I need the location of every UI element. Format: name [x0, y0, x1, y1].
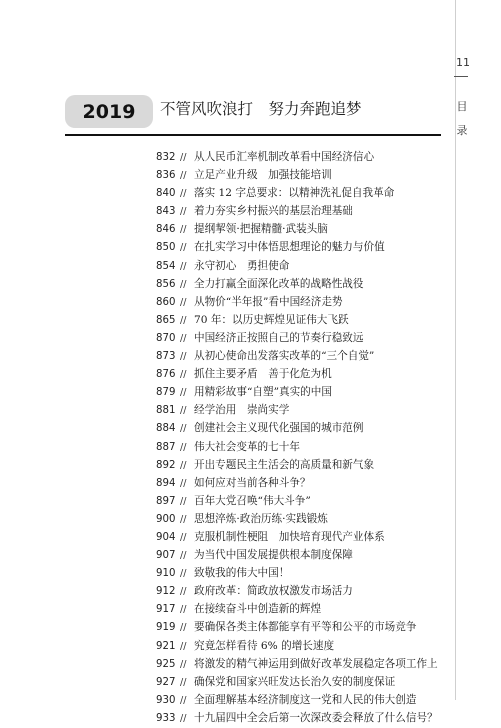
toc-entry-separator: // — [180, 170, 187, 182]
toc-entry-page-number: 840 — [156, 188, 176, 200]
toc-entry[interactable] — [156, 528, 456, 546]
section-label-char: 目 — [456, 100, 468, 113]
toc-entry[interactable] — [156, 564, 456, 582]
toc-entry-page-number: 921 — [156, 640, 176, 652]
toc-entry-separator: // — [180, 369, 187, 381]
toc-entry-title: 思想淬炼·政治历练·实践锻炼 — [194, 512, 328, 525]
toc-entry-separator: // — [180, 296, 187, 308]
toc-entry[interactable] — [156, 293, 456, 311]
toc-entry[interactable] — [156, 365, 456, 383]
toc-entry-title: 致敬我的伟大中国！ — [194, 567, 290, 580]
toc-entry-page-number: 854 — [156, 260, 176, 272]
toc-entry-title: 伟大社会变革的七十年 — [194, 440, 300, 453]
toc-entry-separator: // — [180, 568, 187, 580]
toc-entry-separator: // — [180, 152, 187, 163]
toc-entry-separator: // — [180, 604, 187, 616]
toc-entry-title: 在扎实学习中体悟思想理论的魅力与价值 — [194, 241, 385, 254]
toc-entry-title: 着力夯实乡村振兴的基层治理基础 — [194, 205, 353, 218]
toc-entry-title: 从人民币汇率机制改革看中国经济信心 — [194, 151, 375, 163]
toc-entry[interactable] — [156, 257, 456, 275]
toc-entry[interactable] — [156, 383, 456, 401]
toc-entry-page-number: 856 — [156, 278, 176, 290]
toc-entry-page-number: 850 — [156, 242, 176, 254]
toc-entry-separator: // — [180, 278, 187, 290]
toc-entry-separator: // — [180, 550, 187, 562]
toc-entry-page-number: 879 — [156, 387, 176, 399]
toc-entry[interactable] — [156, 510, 456, 528]
section-theme-title: 不管风吹浪打 努力奔跑追梦 — [160, 100, 362, 118]
toc-entry[interactable] — [156, 474, 456, 492]
toc-entry-title: 立足产业升级 加强技能培训 — [194, 169, 332, 182]
toc-entry-title: 抓住主要矛盾 善于化危为机 — [194, 368, 332, 381]
section-label-char: 录 — [456, 124, 468, 137]
toc-entry-page-number: 846 — [156, 224, 176, 236]
toc-entry-page-number: 881 — [156, 405, 176, 417]
toc-entry-separator: // — [180, 224, 187, 236]
toc-entry[interactable] — [156, 709, 456, 727]
toc-entry-separator: // — [180, 188, 187, 200]
toc-entry-page-number: 910 — [156, 568, 176, 580]
toc-entry-title: 全面理解基本经济制度这一党和人民的伟大创造 — [194, 693, 417, 706]
toc-entry[interactable] — [156, 202, 456, 220]
toc-entry-title: 如何应对当前各种斗争？ — [194, 476, 311, 489]
toc-entry-title: 70 年：以历史辉煌见证伟大飞跃 — [194, 313, 349, 326]
toc-entry-title: 用精彩故事“自塑”真实的中国 — [194, 386, 332, 399]
toc-entry-separator: // — [180, 405, 187, 417]
toc-entry-page-number: 897 — [156, 495, 176, 507]
toc-entry-title: 究竟怎样看待 6% 的增长速度 — [194, 639, 335, 652]
toc-entry[interactable] — [156, 220, 456, 238]
toc-entry[interactable] — [156, 184, 456, 202]
toc-entry-page-number: 930 — [156, 694, 176, 706]
toc-entry[interactable] — [156, 329, 456, 347]
toc-entry-page-number: 933 — [156, 712, 176, 724]
toc-entry-page-number: 927 — [156, 676, 176, 688]
toc-entry[interactable] — [156, 582, 456, 600]
toc-entry[interactable] — [156, 600, 456, 618]
toc-entry-separator: // — [180, 676, 187, 688]
toc-entry[interactable] — [156, 655, 456, 673]
toc-entry[interactable] — [156, 238, 456, 256]
toc-entry-separator: // — [180, 332, 187, 344]
toc-entry-separator: // — [180, 495, 187, 507]
toc-entry[interactable] — [156, 166, 456, 184]
toc-entry-separator: // — [180, 242, 187, 254]
toc-entry-page-number: 884 — [156, 423, 176, 435]
toc-entry-separator: // — [180, 694, 187, 706]
toc-entry-page-number: 907 — [156, 550, 176, 562]
toc-entry-title: 创建社会主义现代化强国的城市范例 — [194, 422, 364, 435]
toc-entry-separator: // — [180, 441, 187, 453]
toc-entry-title: 政府改革：简政放权激发市场活力 — [194, 585, 353, 598]
toc-entry[interactable] — [156, 637, 456, 655]
toc-entry-page-number: 836 — [156, 170, 176, 182]
toc-entry[interactable] — [156, 347, 456, 365]
year-badge: 2019 — [65, 95, 153, 128]
header-rule — [65, 134, 441, 136]
toc-entry-page-number: 887 — [156, 441, 176, 453]
toc-entry-title: 百年大党召唤“伟大斗争” — [194, 494, 311, 507]
toc-entry[interactable] — [156, 419, 456, 437]
toc-entry-separator: // — [180, 351, 187, 363]
toc-entry-separator: // — [180, 712, 187, 724]
toc-entry-page-number: 873 — [156, 351, 176, 363]
toc-entry-page-number: 912 — [156, 586, 176, 598]
toc-entry-page-number: 919 — [156, 622, 176, 634]
toc-entry-title: 永守初心 勇担使命 — [194, 259, 290, 272]
toc-entry[interactable] — [156, 673, 456, 691]
toc-entry-page-number: 865 — [156, 314, 176, 326]
toc-entry-page-number: 876 — [156, 369, 176, 381]
toc-entry[interactable] — [156, 401, 456, 419]
toc-entry-separator: // — [180, 459, 187, 471]
toc-entry-title: 提纲挈领·把握精髓·武装头脑 — [194, 223, 328, 236]
section-label-vertical — [455, 95, 469, 143]
toc-entry[interactable] — [156, 438, 456, 456]
toc-entry-title: 从物价“半年报”看中国经济走势 — [194, 295, 343, 308]
toc-entry-title: 要确保各类主体都能享有平等和公平的市场竞争 — [194, 621, 417, 634]
toc-entry-title: 在接续奋斗中创造新的辉煌 — [194, 603, 322, 616]
toc-entry-separator: // — [180, 513, 187, 525]
toc-entry-title: 确保党和国家兴旺发达长治久安的制度保证 — [194, 675, 396, 688]
toc-entry-page-number: 832 — [156, 152, 176, 163]
toc-entry[interactable] — [156, 492, 456, 510]
toc-entry-page-number: 843 — [156, 206, 176, 218]
toc-entry[interactable] — [156, 148, 456, 166]
toc-entry-page-number: 917 — [156, 604, 176, 616]
toc-entry-title: 将激发的精气神运用到做好改革发展稳定各项工作上 — [194, 657, 438, 670]
toc-entry-title: 落实 12 字总要求：以精神洗礼促自我革命 — [194, 187, 395, 200]
toc-entry-page-number: 892 — [156, 459, 176, 471]
toc-entry-separator: // — [180, 314, 187, 326]
toc-entry-separator: // — [180, 658, 187, 670]
toc-entry-page-number: 900 — [156, 513, 176, 525]
toc-entry-title: 中国经济正按照自己的节奏行稳致远 — [194, 331, 364, 344]
toc-entry-separator: // — [180, 622, 187, 634]
toc-entry-separator: // — [180, 206, 187, 218]
toc-entry[interactable] — [156, 311, 456, 329]
toc-entry-separator: // — [180, 423, 187, 435]
toc-entry-title: 全力打赢全面深化改革的战略性战役 — [194, 277, 364, 290]
toc-entry-separator: // — [180, 586, 187, 598]
toc-entry-title: 开出专题民主生活会的高质量和新气象 — [194, 458, 375, 471]
toc-entry-page-number: 894 — [156, 477, 176, 489]
page-number: 11 — [456, 56, 470, 69]
toc-entry-separator: // — [180, 531, 187, 543]
toc-entry-title: 克服机制性梗阻 加快培育现代产业体系 — [194, 530, 385, 543]
toc-entry-separator: // — [180, 387, 187, 399]
toc-entry-title: 十九届四中全会后第一次深改委会释放了什么信号？ — [194, 711, 438, 724]
toc-entry[interactable] — [156, 456, 456, 474]
page-number-underline — [454, 76, 468, 77]
toc-list — [156, 148, 456, 727]
toc-entry-title: 为当代中国发展提供根本制度保障 — [194, 549, 353, 562]
toc-entry-separator: // — [180, 640, 187, 652]
toc-entry-page-number: 925 — [156, 658, 176, 670]
toc-entry[interactable] — [156, 618, 456, 636]
toc-entry[interactable] — [156, 546, 456, 564]
toc-entry-page-number: 904 — [156, 531, 176, 543]
toc-entry-title: 经学治用 崇尚实学 — [194, 404, 290, 417]
toc-entry-separator: // — [180, 477, 187, 489]
toc-entry-page-number: 870 — [156, 332, 176, 344]
toc-entry-title: 从初心使命出发落实改革的“三个自觉” — [194, 350, 375, 363]
toc-entry[interactable] — [156, 275, 456, 293]
toc-entry-page-number: 860 — [156, 296, 176, 308]
toc-entry-separator: // — [180, 260, 187, 272]
